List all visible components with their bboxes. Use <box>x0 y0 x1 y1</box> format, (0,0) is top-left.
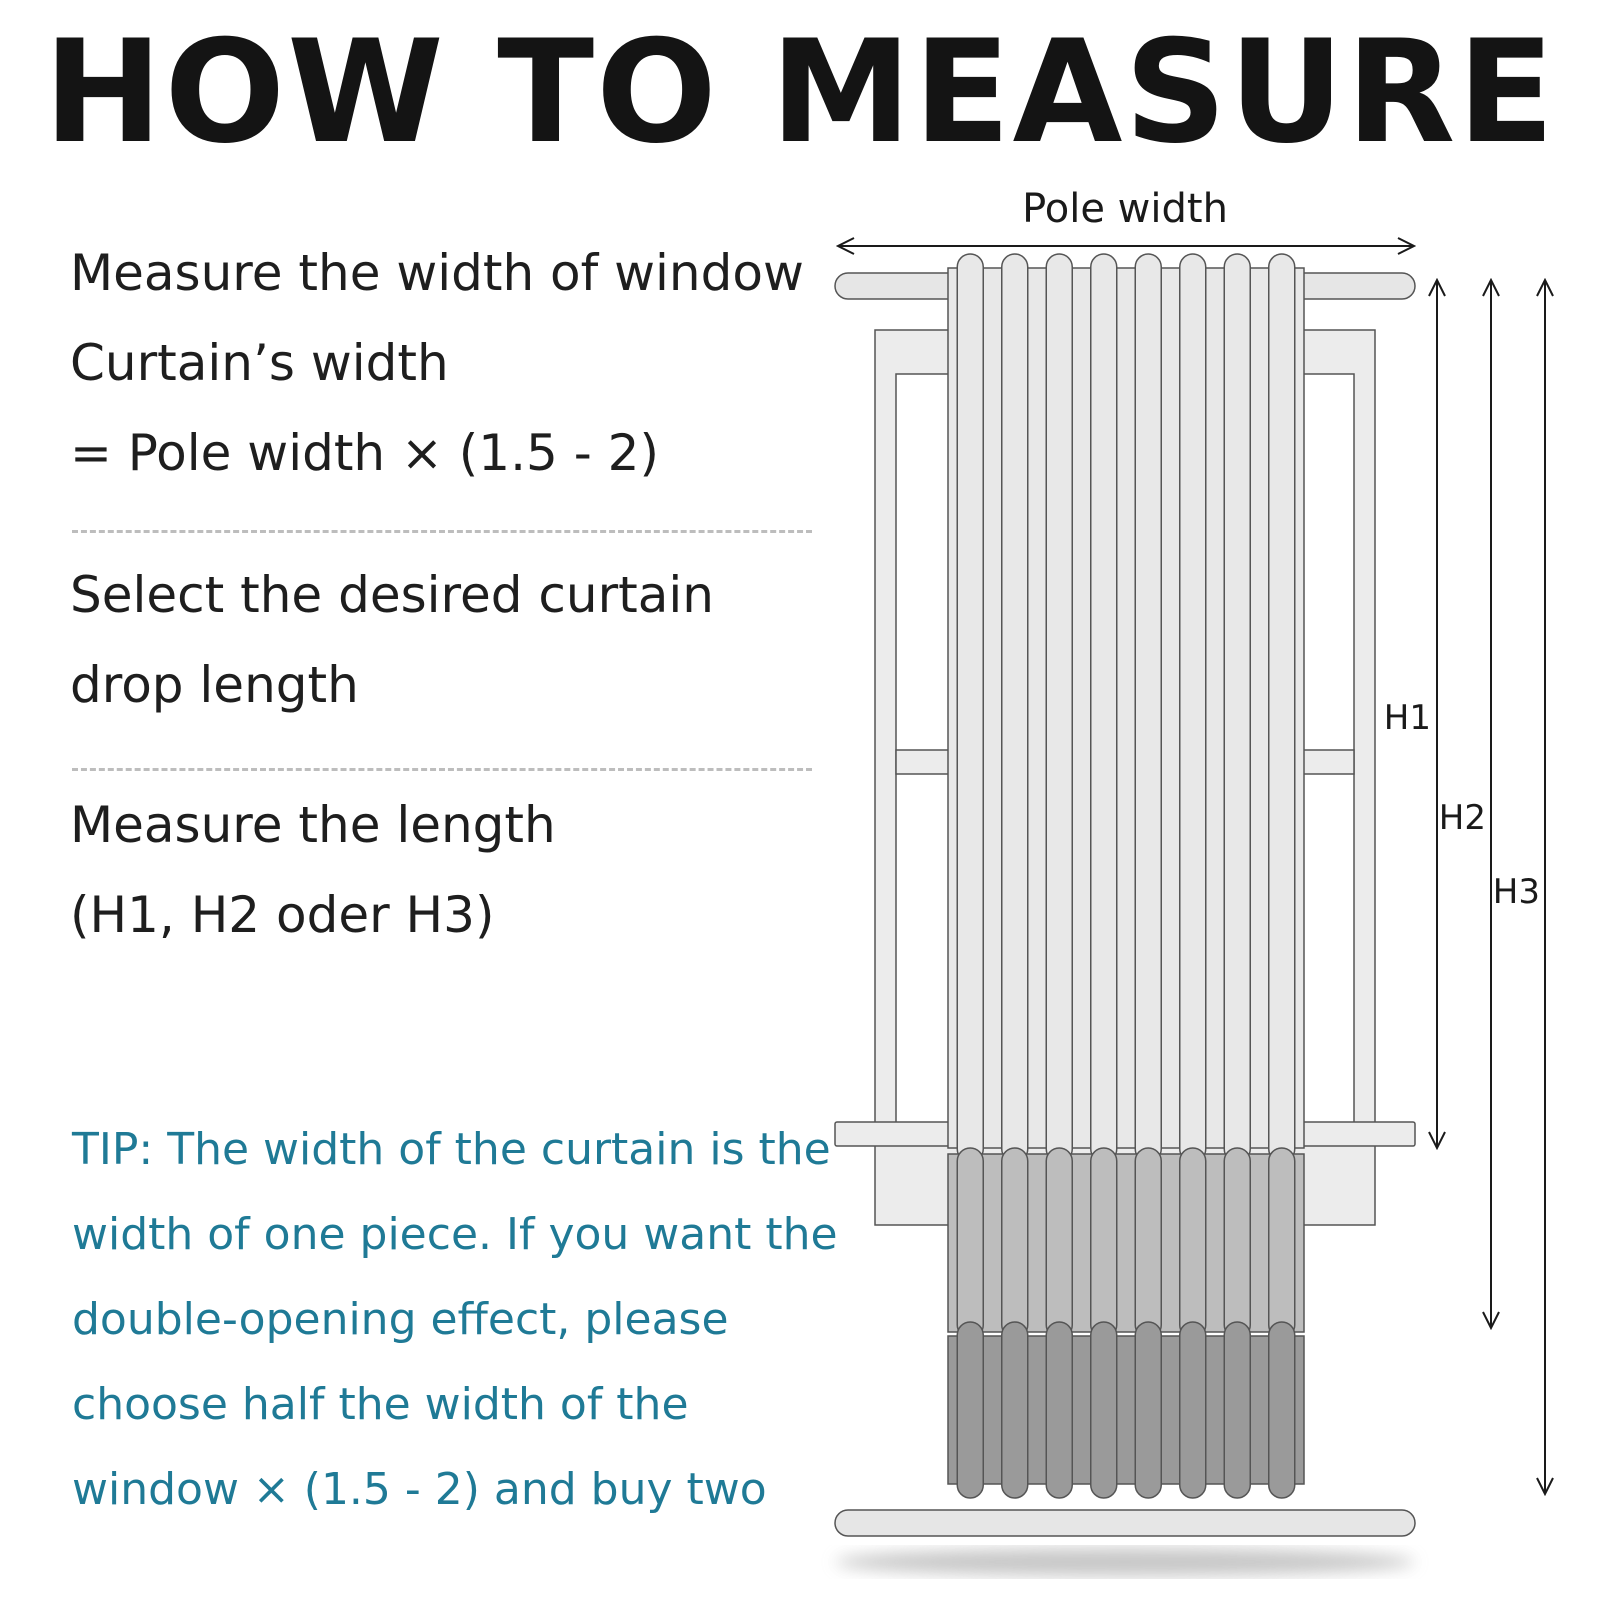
curtain-fold <box>957 1322 983 1498</box>
curtain-fold <box>1180 1148 1206 1338</box>
curtain-fold <box>1135 254 1161 1162</box>
curtain-fold <box>1180 254 1206 1162</box>
curtain-fold <box>1091 1322 1117 1498</box>
curtain-fold <box>957 254 983 1162</box>
curtain-fold <box>1269 254 1295 1162</box>
curtain-fold <box>1002 254 1028 1162</box>
curtain-fold <box>1224 1148 1250 1338</box>
page-title: HOW TO MEASURE <box>43 10 1557 175</box>
curtain-fold <box>1046 254 1072 1162</box>
curtain-fold <box>1269 1322 1295 1498</box>
curtain-fold <box>1135 1148 1161 1338</box>
h1-label: H1 <box>1383 698 1431 738</box>
curtain-section-h1 <box>948 254 1304 1162</box>
curtain-fold <box>1002 1148 1028 1338</box>
curtain-section-h3 <box>948 1322 1304 1498</box>
tip-line3: double-opening effect, please <box>72 1294 729 1345</box>
step1-line1: Measure the width of window <box>70 244 804 302</box>
curtain <box>948 254 1304 1498</box>
step1-line3: = Pole width × (1.5 - 2) <box>70 424 659 482</box>
curtain-fold <box>1224 1322 1250 1498</box>
curtain-fold <box>1046 1148 1072 1338</box>
curtain-fold <box>1091 1148 1117 1338</box>
curtain-fold <box>1269 1148 1295 1338</box>
curtain-section-h2 <box>948 1148 1304 1338</box>
curtain-fold <box>1135 1322 1161 1498</box>
h3-label: H3 <box>1492 872 1540 912</box>
step2-line1: Select the desired curtain <box>70 566 714 624</box>
step3-line1: Measure the length <box>70 796 556 854</box>
curtain-fold <box>957 1148 983 1338</box>
tip-line1: TIP: The width of the curtain is the <box>72 1124 831 1175</box>
curtain-fold <box>1091 254 1117 1162</box>
floor <box>835 1510 1415 1536</box>
step2-line2: drop length <box>70 656 359 714</box>
step3-line2: (H1, H2 oder H3) <box>70 886 495 944</box>
step1-line2: Curtain’s width <box>70 334 449 392</box>
curtain-fold <box>1002 1322 1028 1498</box>
tip-line4: choose half the width of the <box>72 1379 689 1430</box>
curtain-fold <box>1180 1322 1206 1498</box>
h2-label: H2 <box>1438 798 1486 838</box>
tip-line2: width of one piece. If you want the <box>72 1209 838 1260</box>
pole-width-label: Pole width <box>1022 186 1228 232</box>
floor-shadow <box>835 1548 1415 1576</box>
curtain-fold <box>1224 254 1250 1162</box>
tip-line5: window × (1.5 - 2) and buy two <box>72 1464 767 1515</box>
curtain-fold <box>1046 1322 1072 1498</box>
